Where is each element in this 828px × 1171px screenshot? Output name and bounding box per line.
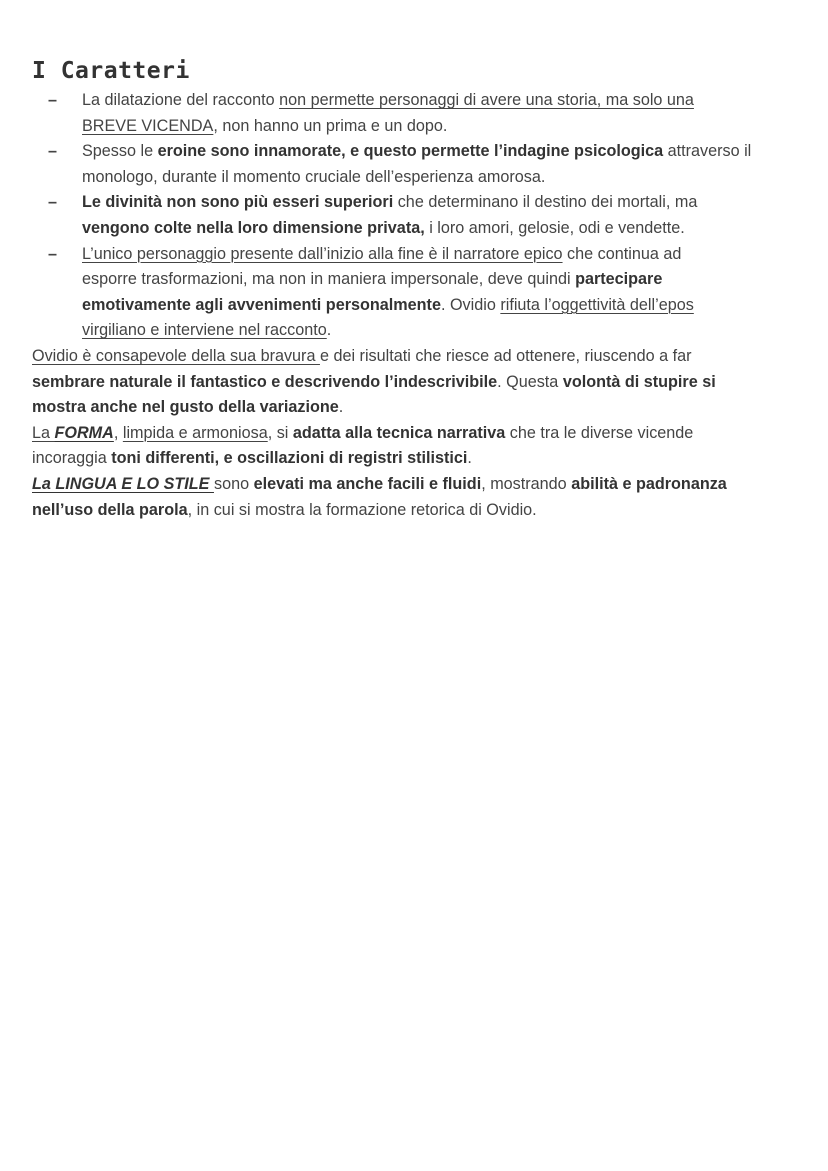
bold-text: Le divinità non sono più esseri superiori	[82, 193, 394, 212]
text: attraverso il	[663, 142, 752, 161]
text: . Ovidio	[440, 295, 501, 314]
bold-text: sembrare naturale il fantastico e descrivendo l’indescrivibile	[32, 372, 498, 391]
bullet-item	[32, 242, 812, 344]
bold-text: vengono colte nella loro dimensione privata,	[82, 218, 425, 237]
bold-text: partecipare	[575, 270, 663, 289]
text: che continua ad	[562, 244, 682, 263]
text: .	[326, 321, 332, 340]
text-line	[32, 139, 812, 165]
text-line	[32, 421, 812, 447]
document	[32, 56, 812, 523]
bullet-item	[32, 139, 812, 190]
bold-text: abilità e padronanza	[571, 474, 727, 493]
text: , si	[267, 423, 293, 442]
underlined-text: non permette personaggi di avere una storia, ma solo una	[279, 91, 694, 109]
text-line	[32, 165, 812, 191]
paragraphs	[32, 344, 812, 523]
bold-text: nell’uso della parola	[32, 500, 188, 519]
underlined-text: limpida e armoniosa	[122, 423, 268, 442]
text: che determinano il destino dei mortali, ma	[393, 193, 698, 212]
text: , in cui si mostra la formazione retorica di Ovidio.	[187, 500, 537, 519]
paragraph	[32, 344, 812, 421]
text: i loro amori, gelosie, odi e vendette.	[424, 218, 685, 237]
text-line	[32, 267, 812, 293]
dash-bullet-icon: –	[48, 244, 58, 263]
paragraph	[32, 421, 812, 472]
text-line	[32, 446, 812, 472]
text: La dilatazione del racconto	[82, 91, 280, 109]
text-line	[32, 344, 812, 370]
text-line	[32, 216, 812, 242]
underlined-text: La	[32, 423, 55, 442]
underlined-text: L’unico personaggio presente dall’inizio alla fine è il narratore epico	[82, 244, 563, 263]
underlined-text: Ovidio è consapevole della sua bravura	[32, 346, 320, 365]
bold-text: mostra anche nel gusto della variazione	[32, 398, 339, 417]
text-line	[32, 318, 812, 344]
dash-bullet-icon: –	[48, 91, 58, 109]
text: .	[338, 398, 344, 417]
bold-text: eroine sono innamorate, e questo permette l’indagine psicologica	[157, 142, 664, 161]
text: , mostrando	[481, 474, 572, 493]
text-line	[32, 370, 812, 396]
dash-bullet-icon: –	[48, 142, 58, 161]
text: , non hanno un prima e un dopo.	[213, 116, 448, 135]
bullet-item	[32, 88, 812, 139]
text: . Questa	[497, 372, 563, 391]
section-title: I Caratteri	[32, 58, 190, 84]
text-line	[32, 114, 812, 140]
text-line	[32, 190, 812, 216]
bold-text: toni differenti, e oscillazioni di registri stilistici	[111, 449, 468, 468]
text: Spesso le	[82, 142, 158, 161]
text: che tra le diverse vicende	[505, 423, 694, 442]
bold-text: adatta alla tecnica narrativa	[292, 423, 506, 442]
bold-text: elevati ma anche facili e fluidi	[253, 474, 482, 493]
text: esporre trasformazioni, ma non in maniera impersonale, deve quindi	[82, 270, 576, 289]
text-line	[32, 242, 812, 268]
underlined-text: rifiuta l’oggettività dell’epos	[500, 295, 694, 314]
text-line	[32, 472, 812, 498]
text: incoraggia	[32, 449, 112, 468]
text: ,	[113, 423, 123, 442]
text: e dei risultati che riesce ad ottenere, riuscendo a far	[319, 346, 692, 365]
underlined-text: virgiliano e interviene nel racconto	[82, 321, 327, 340]
bold-text: emotivamente agli avvenimenti personalmente	[82, 295, 441, 314]
text: .	[467, 449, 472, 468]
text: sono	[213, 474, 254, 493]
bullet-list	[32, 88, 812, 344]
bold-text: La LINGUA E LO STILE	[32, 474, 214, 493]
underlined-text: BREVE VICENDA	[82, 116, 214, 135]
bold-text: FORMA	[54, 423, 114, 442]
text-line	[32, 88, 812, 114]
text-line	[32, 395, 812, 421]
text-line	[32, 293, 812, 319]
text-line	[32, 498, 812, 524]
bold-text: volontà di stupire si	[562, 372, 716, 391]
bullet-item	[32, 190, 812, 241]
text: monologo, durante il momento cruciale dell’esperienza amorosa.	[82, 167, 546, 186]
paragraph	[32, 472, 812, 523]
dash-bullet-icon: –	[48, 193, 58, 212]
